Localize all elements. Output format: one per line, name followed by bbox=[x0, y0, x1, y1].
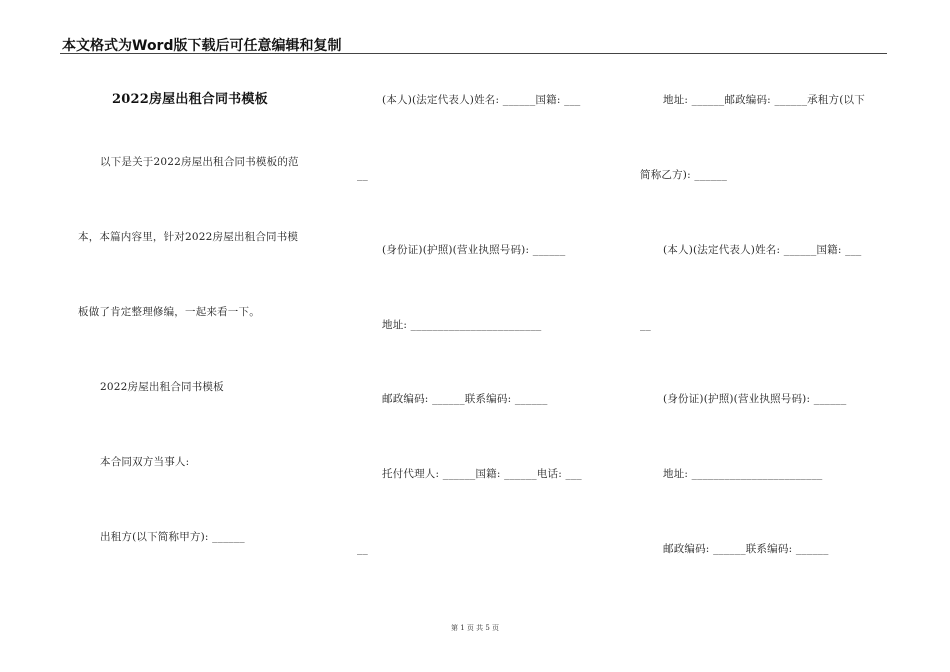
paragraph-line: __ bbox=[357, 543, 368, 555]
paragraph-line: __ bbox=[357, 169, 368, 181]
paragraph-line: 板做了肯定整理修编，一起来看一下。 bbox=[78, 306, 260, 318]
paragraph-line: 托付代理人: ______国籍: ______电话: ___ bbox=[382, 468, 582, 480]
paragraph-line: 地址: ________________________ bbox=[382, 319, 542, 331]
header-divider bbox=[60, 53, 887, 54]
paragraph-line: (身份证)(护照)(营业执照号码): ______ bbox=[382, 244, 566, 256]
paragraph-line: 简称乙方): ______ bbox=[640, 169, 728, 181]
paragraph-line: (本人)(法定代表人)姓名: ______国籍: ___ bbox=[663, 244, 862, 256]
header-text: 本文格式为Word版下载后可任意编辑和复制 bbox=[62, 38, 342, 54]
paragraph-line: (身份证)(护照)(营业执照号码): ______ bbox=[663, 393, 847, 405]
paragraph-line: (本人)(法定代表人)姓名: ______国籍: ___ bbox=[382, 94, 581, 106]
page-number: 第 1 页 共 5 页 bbox=[450, 624, 500, 632]
paragraph-line: 邮政编码: ______联系编码: ______ bbox=[382, 393, 548, 405]
paragraph-line: 地址: ______邮政编码: ______承租方(以下 bbox=[663, 94, 865, 106]
paragraph-line: __ bbox=[640, 319, 651, 331]
paragraph-line: 以下是关于2022房屋出租合同书模板的范 bbox=[100, 156, 299, 168]
document-title: 2022房屋出租合同书模板 bbox=[112, 92, 268, 107]
paragraph-line: 邮政编码: ______联系编码: ______ bbox=[663, 543, 829, 555]
section-heading: 2022房屋出租合同书模板 bbox=[100, 381, 224, 393]
paragraph-line: 地址: ________________________ bbox=[663, 468, 823, 480]
paragraph-line: 本合同双方当事人: bbox=[100, 456, 190, 468]
paragraph-line: 出租方(以下简称甲方): ______ bbox=[100, 531, 245, 543]
paragraph-line: 本，本篇内容里，针对2022房屋出租合同书模 bbox=[78, 231, 299, 243]
